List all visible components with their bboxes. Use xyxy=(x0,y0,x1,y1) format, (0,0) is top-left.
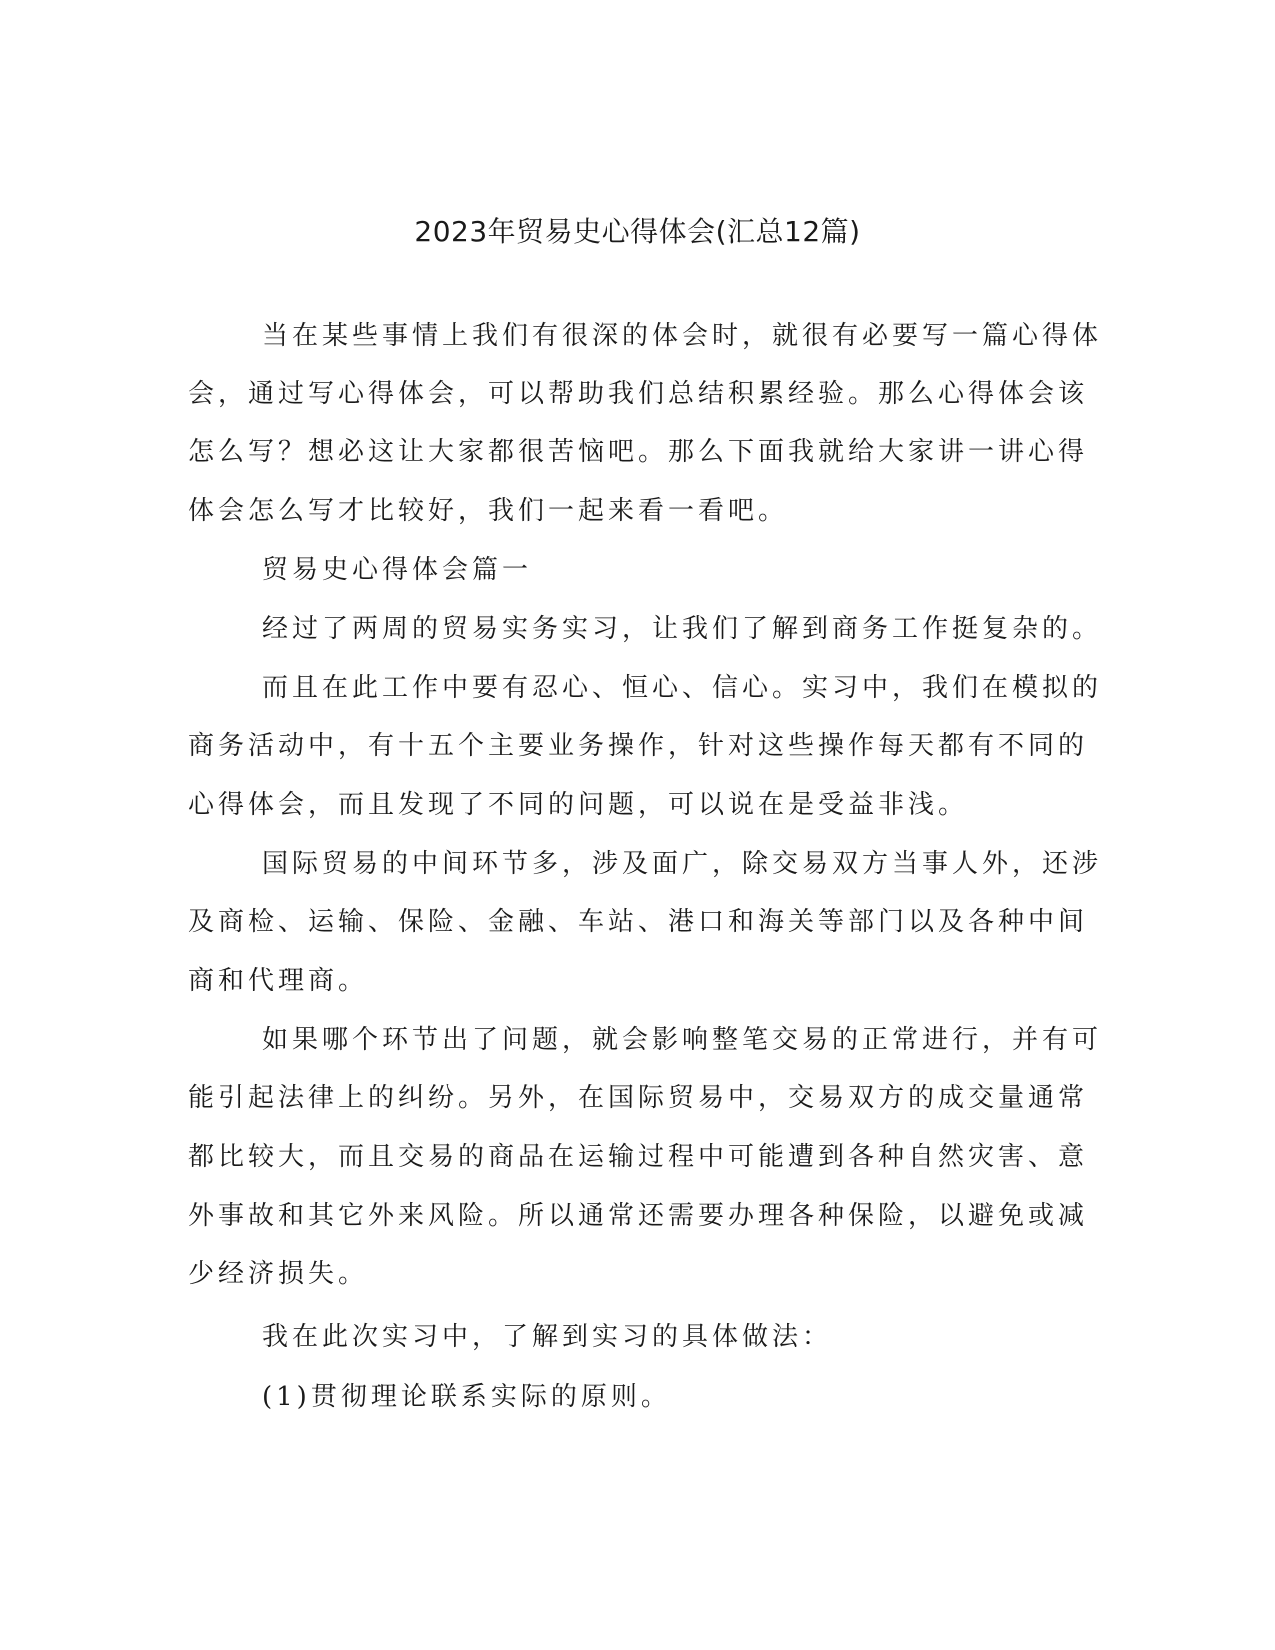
paragraph-line: 经过了两周的贸易实务实习，让我们了解到商务工作挺复杂的。 xyxy=(262,614,1103,644)
paragraph-line: 少经济损失。 xyxy=(188,1259,369,1289)
document-title: 2023年贸易史心得体会(汇总12篇) xyxy=(414,215,861,248)
paragraph-line: 而且在此工作中要有忍心、恒心、信心。实习中，我们在模拟的 xyxy=(262,673,1103,703)
paragraph-line: 都比较大，而且交易的商品在运输过程中可能遭到各种自然灾害、意 xyxy=(188,1142,1089,1172)
intro-line-1: 当在某些事情上我们有很深的体会时，就很有必要写一篇心得体 xyxy=(262,321,1103,351)
paragraph-line: 我在此次实习中，了解到实习的具体做法： xyxy=(262,1322,833,1352)
paragraph-line: 能引起法律上的纠纷。另外，在国际贸易中，交易双方的成交量通常 xyxy=(188,1083,1089,1113)
paragraph-line: 及商检、运输、保险、金融、车站、港口和海关等部门以及各种中间 xyxy=(188,907,1089,937)
section-heading: 贸易史心得体会篇一 xyxy=(262,555,533,585)
paragraph-line: 商和代理商。 xyxy=(188,966,369,996)
intro-line-2: 会，通过写心得体会，可以帮助我们总结积累经验。那么心得体会该 xyxy=(188,379,1089,409)
list-item: (1)贯彻理论联系实际的原则。 xyxy=(262,1382,671,1412)
paragraph-line: 外事故和其它外来风险。所以通常还需要办理各种保险，以避免或减 xyxy=(188,1201,1089,1231)
intro-line-4: 体会怎么写才比较好，我们一起来看一看吧。 xyxy=(188,496,789,526)
intro-line-3: 怎么写？想必这让大家都很苦恼吧。那么下面我就给大家讲一讲心得 xyxy=(188,437,1089,467)
paragraph-line: 如果哪个环节出了问题，就会影响整笔交易的正常进行，并有可 xyxy=(262,1025,1103,1055)
paragraph-line: 国际贸易的中间环节多，涉及面广，除交易双方当事人外，还涉 xyxy=(262,849,1103,879)
paragraph-line: 商务活动中，有十五个主要业务操作，针对这些操作每天都有不同的 xyxy=(188,731,1089,761)
paragraph-line: 心得体会，而且发现了不同的问题，可以说在是受益非浅。 xyxy=(188,790,969,820)
